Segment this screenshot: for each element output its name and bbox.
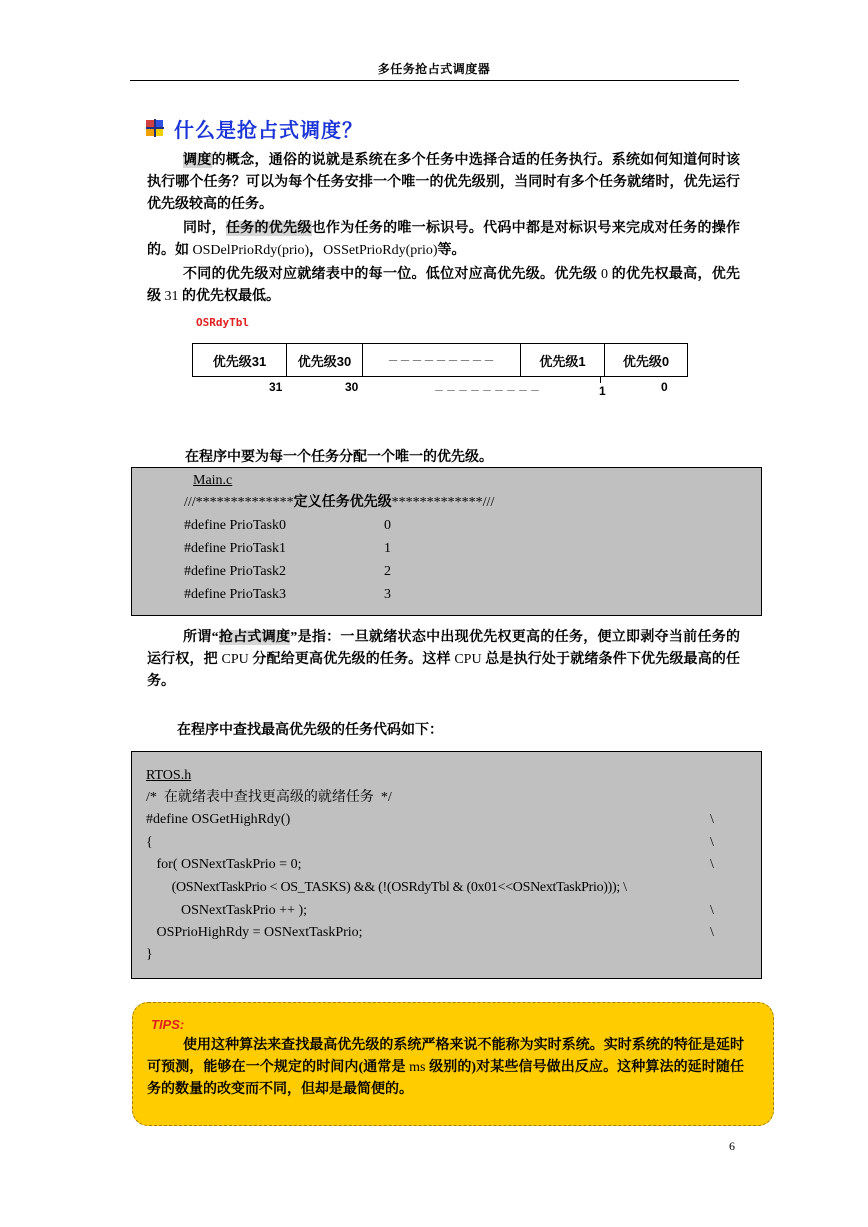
rtos-code-line: for( OSNextTaskPrio = 0; bbox=[146, 857, 302, 872]
bit-index-gap: －－－－－－－－－ bbox=[434, 386, 542, 397]
tips-label: TIPS: bbox=[151, 1017, 185, 1032]
ready-cell-0: 优先级0 bbox=[622, 353, 670, 369]
main-code-box bbox=[131, 467, 762, 616]
bit-index-0: 0 bbox=[661, 380, 668, 394]
define-line: #define PrioTask1 bbox=[184, 541, 287, 556]
bit-tick bbox=[600, 377, 601, 383]
bit-index-1: 1 bbox=[599, 384, 606, 398]
rtos-code-line: (OSNextTaskPrio < OS_TASKS) && (!(OSRdyTbl & (0x01<<OSNextTaskPrio))); \ bbox=[146, 880, 627, 895]
define-line: #define PrioTask3 bbox=[184, 587, 287, 602]
line-continuation: \ bbox=[710, 835, 714, 850]
header-divider bbox=[130, 80, 739, 81]
intro-paragraph-1: 调度的概念，通俗的说就是系统在多个任务中选择合适的任务执行。系统如何知道何时该执行哪个任务？可以为每个任务安排一个唯一的优先级别，当同时有多个任务就绪时，优先运行优先级较高的任务。 bbox=[147, 153, 741, 212]
page-number: 6 bbox=[729, 1139, 735, 1153]
define-value: 3 bbox=[384, 587, 391, 602]
page-header-title: 多任务抢占式调度器 bbox=[377, 62, 491, 76]
main-code-filename: Main.c bbox=[193, 473, 233, 488]
rtos-code-box bbox=[131, 751, 762, 979]
rtos-code-filename: RTOS.h bbox=[146, 768, 192, 783]
section-heading-text: 什么是抢占式调度？ bbox=[174, 119, 363, 142]
rtos-code-line: } bbox=[146, 947, 153, 962]
tips-text: 使用这种算法来查找最高优先级的系统严格来说不能称为实时系统。实时系统的特征是延时可预测，能够在一个规定的时间内(通常是 ms 级别的)对某些信号做出反应。这种算法的延时随任务的数量的改变而不同，但却是最简便的。 bbox=[147, 1038, 744, 1097]
bit-index-31: 31 bbox=[269, 380, 283, 394]
ready-table-label: OSRdyTbl bbox=[196, 316, 249, 329]
rtos-code-line: /* 在就绪表中查找更高级的就绪任务 */ bbox=[146, 790, 392, 805]
rtos-code-line: { bbox=[146, 835, 153, 850]
main-code-comment: ///**************定义任务优先级*************/// bbox=[184, 495, 495, 510]
ready-table bbox=[192, 343, 688, 377]
define-value: 1 bbox=[384, 541, 391, 556]
rtos-code-line: OSNextTaskPrio ++ ); bbox=[146, 903, 308, 918]
line-continuation: \ bbox=[710, 925, 714, 940]
tips-box bbox=[132, 1002, 774, 1126]
define-value: 0 bbox=[384, 518, 391, 533]
intro-paragraph-2: 同时，任务的优先级也作为任务的唯一标识号。代码中都是对标识号来完成对任务的操作的。如 OSDelPrioRdy(prio)，OSSetPrioRdy(prio)等。 bbox=[147, 221, 741, 258]
preempt-paragraph: 所谓“抢占式调度”是指：一旦就绪状态中出现优先权更高的任务，便立即剥夺当前任务的运行权，把 CPU 分配给更高优先级的任务。这样 CPU 总是执行处于就绪条件下优先级最高的任务。 bbox=[147, 630, 741, 689]
ready-cell-gap: －－－－－－－－－ bbox=[363, 344, 521, 376]
section-heading bbox=[146, 114, 363, 142]
assign-priority-text: 在程序中要为每一个任务分配一个唯一的优先级。 bbox=[185, 450, 493, 465]
line-continuation: \ bbox=[710, 903, 714, 918]
rtos-code-line: OSPrioHighRdy = OSNextTaskPrio; bbox=[146, 925, 363, 940]
search-code-text: 在程序中查找最高优先级的任务代码如下： bbox=[177, 723, 443, 738]
line-continuation: \ bbox=[710, 857, 714, 872]
rtos-code-line: #define OSGetHighRdy() bbox=[146, 812, 291, 827]
define-line: #define PrioTask2 bbox=[184, 564, 287, 579]
bullet-cross-icon bbox=[146, 119, 164, 137]
ready-cell-1: 优先级1 bbox=[521, 344, 605, 376]
define-line: #define PrioTask0 bbox=[184, 518, 287, 533]
define-value: 2 bbox=[384, 564, 391, 579]
ready-cell-30: 优先级30 bbox=[287, 344, 363, 376]
line-continuation: \ bbox=[710, 812, 714, 827]
ready-cell-31: 优先级31 bbox=[193, 344, 287, 376]
bit-index-30: 30 bbox=[345, 380, 359, 394]
intro-paragraph-3: 不同的优先级对应就绪表中的每一位。低位对应高优先级。优先级 0 的优先权最高，优先级 31 的优先权最低。 bbox=[147, 267, 741, 304]
